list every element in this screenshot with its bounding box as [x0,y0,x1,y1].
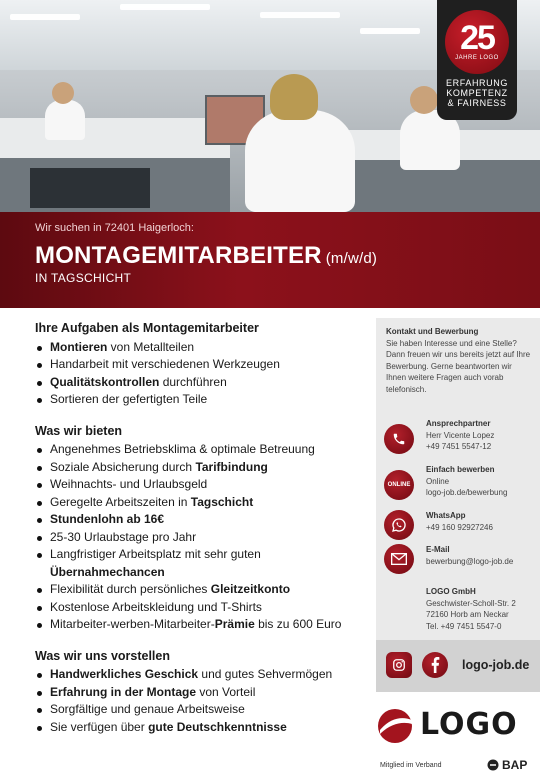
item-text: von Metallteilen [107,339,195,354]
hero-worker [45,100,85,140]
company-tel[interactable]: Tel. +49 7451 5547-0 [426,621,502,631]
company-name: LOGO GmbH [426,587,476,596]
emphasis-text: Tarifbindung [195,459,268,474]
item-text: Sorgfältige und genaue Arbeitsweise [50,702,245,716]
item-text: bis zu 600 Euro [254,617,342,631]
gender-note: (m/w/d) [325,250,378,267]
shift-note: IN TAGSCHICHT [35,271,132,285]
location-kicker: Wir suchen in 72401 Haigerloch: [35,222,194,234]
list-item [35,511,365,529]
whatsapp-icon [384,510,414,540]
item-text: Handarbeit mit verschiedenen Werkzeugen [50,357,280,371]
anniversary-circle [445,10,509,74]
phone-icon [384,424,414,454]
list-item [35,494,365,512]
emphasis-text: Qualitätskontrollen [50,374,160,389]
list-item [35,546,365,581]
emphasis-text: Stundenlohn ab 16€ [50,512,165,526]
value-line: & FAIRNESS [447,98,507,108]
hero-lamp [10,14,80,20]
contact-panel [376,318,540,640]
emphasis-text: Erfahrung in der Montage [50,684,197,699]
job-title-text: MONTAGEMITARBEITER [35,242,322,269]
list-item [35,719,365,737]
email-address[interactable]: bewerbung@logo-job.de [426,556,514,566]
bullet-list [35,666,365,736]
whatsapp-text [426,510,538,533]
instagram-icon[interactable] [386,652,412,678]
company-street: Geschwister-Scholl-Str. 2 [426,598,516,608]
item-text: Mitarbeiter-werben-Mitarbeiter- [50,617,215,631]
item-text: Langfristiger Arbeitsplatz mit sehr guten [50,547,261,561]
contact-heading: Kontakt und Bewerbung [386,327,479,336]
bap-mark-icon [487,759,499,771]
hero-worker [245,110,355,212]
list-item [35,616,365,634]
bullet-list [35,441,365,634]
email-text [426,544,538,567]
list-item [35,339,365,357]
email-label: E-Mail [426,545,450,554]
contact-intro [386,326,534,395]
emphasis-text: Montieren [50,339,108,354]
item-text: und gutes Sehvermögen [198,667,333,681]
value-line: KOMPETENZ [446,88,508,98]
list-item [35,581,365,599]
membership-note: Mitglied im Verband [380,762,442,769]
value-line: ERFAHRUNG [446,78,508,88]
hero-tray [30,168,150,208]
online-apply-label: Einfach bewerben [426,465,495,474]
job-title [35,242,377,270]
anniversary-values [437,78,517,108]
item-text: Sie verfügen über [50,719,149,734]
contact-person-name: Herr Vicente Lopez [426,430,495,440]
list-item [35,374,365,392]
list-item [35,599,365,617]
anniversary-number: 25 [460,19,494,57]
mail-icon [384,544,414,574]
list-item [35,356,365,374]
section-heading: Was wir uns vorstellen [35,648,170,663]
bullet-list [35,339,365,409]
hero-lamp [360,28,420,34]
contact-person-text [426,418,538,453]
logo-mark-icon [376,708,414,744]
section-heading: Ihre Aufgaben als Montagemitarbeiter [35,321,259,335]
emphasis-text: Übernahmechancen [50,564,165,579]
website-link[interactable]: logo-job.de [462,658,530,672]
item-text: von Vorteil [196,684,256,699]
emphasis-text: Prämie [214,617,255,631]
whatsapp-label: WhatsApp [426,511,466,520]
online-icon [384,470,414,500]
bap-logo [487,758,527,772]
list-item [35,459,365,477]
job-details [35,320,365,750]
company-address-text [426,586,538,632]
list-item [35,529,365,547]
list-item [35,476,365,494]
item-text: Soziale Absicherung durch [50,459,196,474]
list-item [35,441,365,459]
item-text: Angenehmes Betriebsklima & optimale Betreuung [50,442,315,456]
online-apply-sub: Online [426,476,450,486]
logo-wordmark: LOGO [420,707,518,742]
item-text: Kostenlose Arbeitskleidung und T-Shirts [50,599,262,614]
contact-intro-text: Sie haben Interesse und eine Stelle? Dann freuen wir uns bereits jetzt auf Ihre Bewerbung. Gerne beantworten wir Ihnen weitere Fragen auch vorab telefonisch. [386,338,531,394]
section-heading: Was wir bieten [35,423,123,438]
online-icon-text: ONLINE [387,481,411,488]
hero-worker-head [410,86,438,114]
title-banner [0,212,540,308]
online-apply-text [426,464,538,499]
item-text: Sortieren der gefertigten Teile [50,392,208,406]
social-bar [376,640,540,692]
item-text: 25-30 Urlaubstage pro Jahr [50,529,197,544]
hero-lamp [120,4,210,10]
anniversary-subtitle: JAHRE LOGO [455,55,499,61]
item-text: durchführen [159,374,227,389]
hero-worker-head [52,82,74,104]
hero-bench [0,118,230,158]
emphasis-text: Handwerkliches Geschick [50,667,199,681]
online-apply-url[interactable]: logo-job.de/bewerbung [426,488,508,497]
facebook-icon[interactable] [422,652,448,678]
item-text: Geregelte Arbeitszeiten in [50,494,191,509]
company-logo [376,705,540,745]
contact-person-phone[interactable]: +49 7451 5547-12 [426,442,492,451]
list-item [35,684,365,702]
emphasis-text: Gleitzeitkonto [210,582,291,596]
list-item [35,701,365,719]
whatsapp-number[interactable]: +49 160 92927246 [426,522,493,532]
anniversary-badge [437,0,517,120]
hero-worker-head [270,74,318,120]
hero-lamp [260,12,340,18]
list-item [35,666,365,684]
bap-text: BAP [502,758,528,772]
emphasis-text: gute Deutschkenntnisse [148,719,287,734]
list-item [35,391,365,409]
item-text: Flexibilität durch persönliches [50,582,211,596]
company-city: 72160 Horb am Neckar [426,610,509,619]
emphasis-text: Tagschicht [190,494,254,509]
contact-person-label: Ansprechpartner [426,419,491,428]
item-text: Weihnachts- und Urlaubsgeld [50,477,208,491]
